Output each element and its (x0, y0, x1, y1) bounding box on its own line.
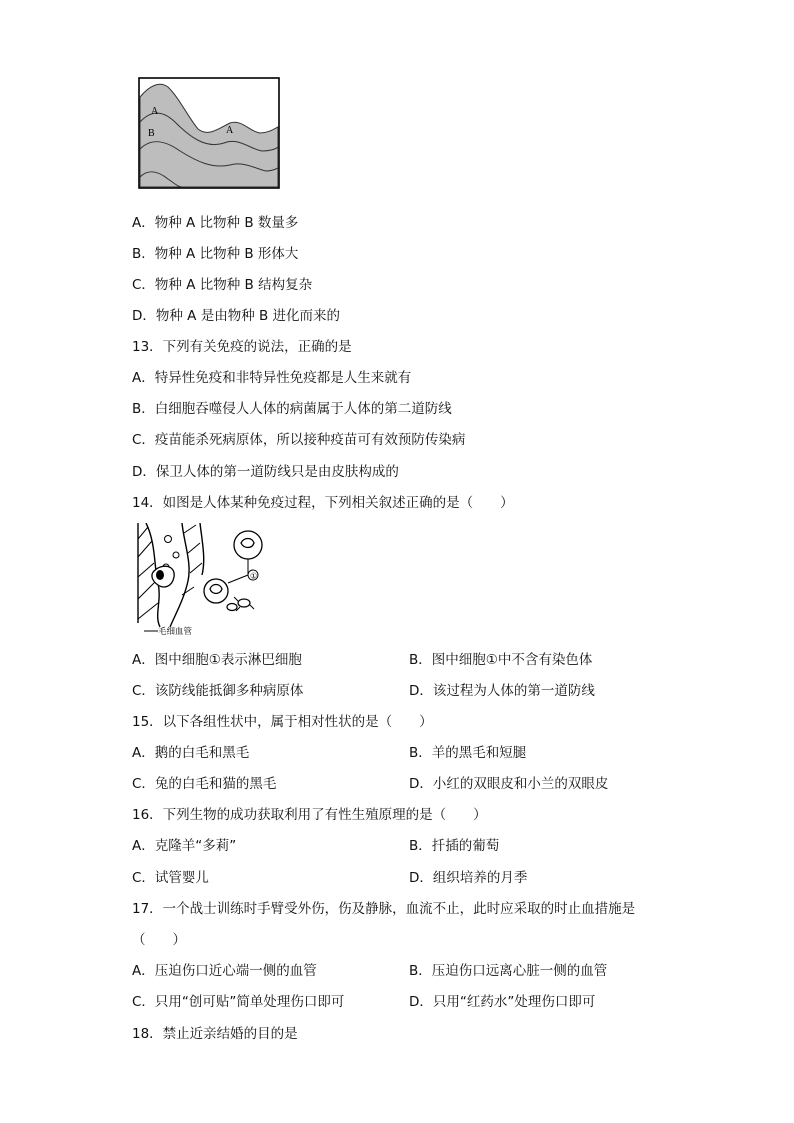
q15-stem: 15．以下各组性状中，属于相对性状的是（ ） (132, 714, 433, 730)
q17-option-d: D．只用“红药水”处理伤口即可 (409, 994, 596, 1010)
q16-option-c: C．试管婴儿 (132, 870, 209, 886)
q16-stem: 16．下列生物的成功获取利用了有性生殖原理的是（ ） (132, 807, 487, 823)
q14-option-a: A．图中细胞①表示淋巴细胞 (132, 652, 302, 668)
q16-option-a: A．克隆羊“多莉” (132, 838, 237, 854)
q13-option-d: D．保卫人体的第一道防线只是由皮肤构成的 (132, 464, 399, 480)
q18-stem: 18．禁止近亲结婚的目的是 (132, 1026, 298, 1042)
strata-diagram (138, 77, 280, 189)
immune-figure (136, 523, 266, 639)
q14-option-d: D．该过程为人体的第一道防线 (409, 683, 595, 699)
q12-option-b: B．物种 A 比物种 B 形体大 (132, 246, 299, 262)
q17-option-b: B．压迫伤口远离心脏一侧的血管 (409, 963, 608, 979)
q17-stem: 17．一个战士训练时手臂受外伤，伤及静脉，血流不止，此时应采取的时止血措施是 (132, 901, 636, 917)
layer-label-a2: A (226, 125, 234, 136)
capillary-label: 毛细血管 (158, 627, 193, 637)
q12-option-a: A．物种 A 比物种 B 数量多 (132, 215, 299, 231)
q15-option-d: D．小红的双眼皮和小兰的双眼皮 (409, 776, 609, 792)
q15-option-a: A．鹅的白毛和黑毛 (132, 745, 250, 761)
q17-option-a: A．压迫伤口近心端一侧的血管 (132, 963, 317, 979)
immune-diagram (136, 523, 266, 639)
q12-option-d: D．物种 A 是由物种 B 进化而来的 (132, 308, 341, 324)
q15-option-c: C．兔的白毛和猫的黑毛 (132, 776, 277, 792)
q14-option-c: C．该防线能抵御多种病原体 (132, 683, 304, 699)
q12-option-c: C．物种 A 比物种 B 结构复杂 (132, 277, 313, 293)
layer-label-b: B (148, 128, 155, 139)
q17-stem-continued: （ ） (132, 932, 186, 948)
layer-label-a1: A (151, 106, 159, 117)
q13-stem: 13．下列有关免疫的说法，正确的是 (132, 339, 352, 355)
q13-option-c: C．疫苗能杀死病原体，所以接种疫苗可有效预防传染病 (132, 432, 466, 448)
q14-option-b: B．图中细胞①中不含有染色体 (409, 652, 593, 668)
q15-option-b: B．羊的黑毛和短腿 (409, 745, 527, 761)
q17-option-c: C．只用“创可贴”简单处理伤口即可 (132, 994, 345, 1010)
q13-option-b: B．白细胞吞噬侵人人体的病菌属于人体的第二道防线 (132, 401, 452, 417)
q14-stem: 14．如图是人体某种免疫过程，下列相关叙述正确的是（ ） (132, 495, 514, 511)
cell-marker-label: ① (250, 571, 258, 581)
q16-option-d: D．组织培养的月季 (409, 870, 528, 886)
q13-option-a: A．特异性免疫和非特异性免疫都是人生来就有 (132, 370, 412, 386)
q16-option-b: B．扦插的葡萄 (409, 838, 500, 854)
strata-figure (138, 77, 280, 189)
